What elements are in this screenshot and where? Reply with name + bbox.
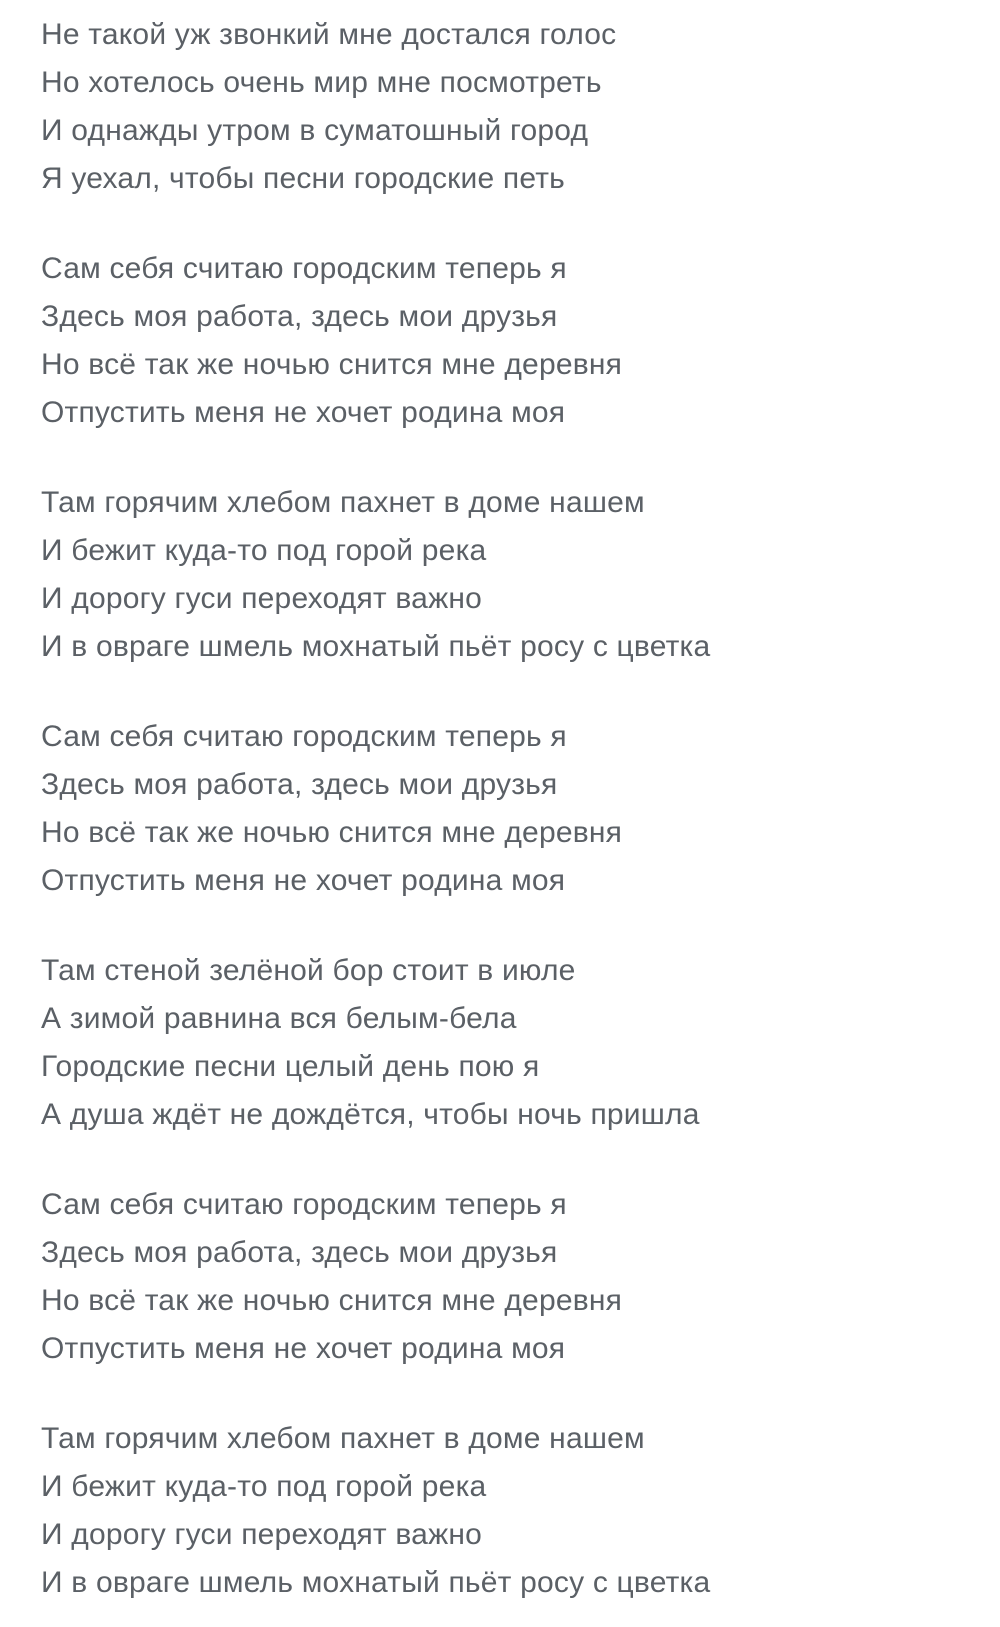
lyric-line: Но всё так же ночью снится мне деревня [41, 348, 623, 381]
stanza-verse-1 [41, 11, 970, 203]
lyric-line: Сам себя считаю городским теперь я [41, 720, 567, 753]
stanza-chorus-1 [41, 245, 970, 437]
stanza-verse-2-repeat [41, 1415, 970, 1607]
stanza-chorus-3 [41, 1181, 970, 1373]
lyric-line: И в овраге шмель мохнатый пьёт росу с цветка [41, 630, 711, 663]
lyric-line: Там горячим хлебом пахнет в доме нашем [41, 486, 645, 519]
lyric-line: Но всё так же ночью снится мне деревня [41, 816, 623, 849]
lyric-line: Но хотелось очень мир мне посмотреть [41, 66, 602, 99]
stanza-verse-3 [41, 947, 970, 1139]
lyric-line: Отпустить меня не хочет родина моя [41, 396, 566, 429]
stanza-chorus-2 [41, 713, 970, 905]
lyric-line: А зимой равнина вся белым-бела [41, 1002, 517, 1035]
lyric-line: Там горячим хлебом пахнет в доме нашем [41, 1422, 645, 1455]
lyric-line: И однажды утром в суматошный город [41, 114, 589, 147]
lyric-line: Здесь моя работа, здесь мои друзья [41, 1236, 558, 1269]
lyric-line: И бежит куда-то под горой река [41, 534, 487, 567]
lyric-line: Не такой уж звонкий мне достался голос [41, 18, 617, 51]
lyric-line: А душа ждёт не дождётся, чтобы ночь пришла [41, 1098, 700, 1131]
lyric-line: Отпустить меня не хочет родина моя [41, 1332, 566, 1365]
lyric-line: Сам себя считаю городским теперь я [41, 1188, 567, 1221]
lyric-line: Здесь моя работа, здесь мои друзья [41, 300, 558, 333]
lyric-line: И бежит куда-то под горой река [41, 1470, 487, 1503]
lyric-line: И дорогу гуси переходят важно [41, 582, 482, 615]
lyric-line: И в овраге шмель мохнатый пьёт росу с цветка [41, 1566, 711, 1599]
lyric-line: Я уехал, чтобы песни городские петь [41, 162, 565, 195]
stanza-verse-2 [41, 479, 970, 671]
lyric-line: Отпустить меня не хочет родина моя [41, 864, 566, 897]
lyric-line: Там стеной зелёной бор стоит в июле [41, 954, 576, 987]
lyric-line: Сам себя считаю городским теперь я [41, 252, 567, 285]
lyric-line: Но всё так же ночью снится мне деревня [41, 1284, 623, 1317]
lyric-line: Здесь моя работа, здесь мои друзья [41, 768, 558, 801]
lyric-line: Городские песни целый день пою я [41, 1050, 540, 1083]
lyric-line: И дорогу гуси переходят важно [41, 1518, 482, 1551]
